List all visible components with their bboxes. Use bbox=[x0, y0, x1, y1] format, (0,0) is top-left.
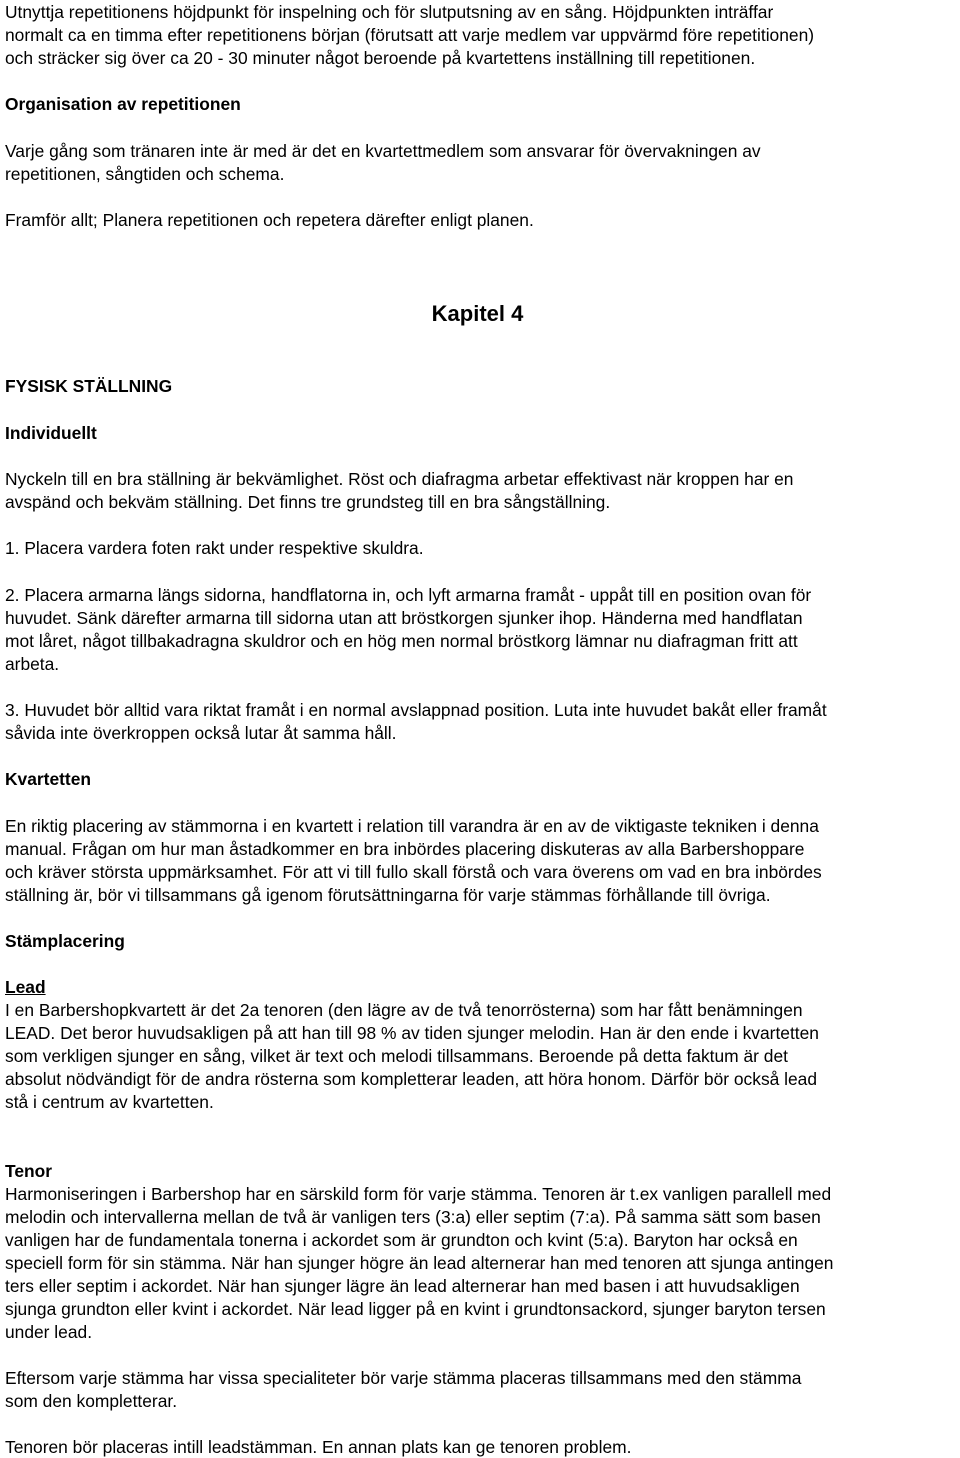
tenor-para2-line-1: Eftersom varje stämma har vissa specialiteter bör varje stämma placeras tillsammans med den stämma bbox=[5, 1368, 802, 1388]
fysisk-intro-line-2: avspänd och bekväm ställning. Det finns tre grundsteg till en bra sångställning. bbox=[5, 492, 611, 512]
lead-line-2: LEAD. Det beror huvudsakligen på att han till 98 % av tiden sjunger melodin. Han är den ende i kvartetten bbox=[5, 1023, 819, 1043]
lead-line-1: I en Barbershopkvartett är det 2a tenoren (den lägre av de två tenorrösterna) som har fått benämningen bbox=[5, 1000, 803, 1020]
tenor-para3: Tenoren bör placeras intill leadstämman. En annan plats kan ge tenoren problem. bbox=[5, 1437, 632, 1457]
kvartetten-heading: Kvartetten bbox=[5, 769, 92, 789]
intro-line-3: och sträcker sig över ca 20 - 30 minuter något beroende på kvartettens inställning till repetitionen. bbox=[5, 48, 756, 68]
tenor-line-5: ters eller septim i ackordet. När han sjunger lägre än lead alternerar han med basen i att huvudsakligen bbox=[5, 1276, 800, 1296]
step-3-line-2: såvida inte överkroppen också lutar åt samma håll. bbox=[5, 723, 397, 743]
chapter-title: Kapitel 4 bbox=[431, 301, 524, 326]
individuellt-heading: Individuellt bbox=[5, 423, 97, 443]
organisation-para2: Framför allt; Planera repetitionen och repetera därefter enligt planen. bbox=[5, 210, 534, 230]
step-2-line-3: mot låret, något tillbakadragna skuldror och en hög men normal bröstkorg lämnar nu diafragman fritt att bbox=[5, 631, 798, 651]
tenor-para2-line-2: som den kompletterar. bbox=[5, 1391, 178, 1411]
step-2-line-1: 2. Placera armarna längs sidorna, handflatorna in, och lyft armarna framåt - uppåt till en position ovan för bbox=[5, 585, 812, 605]
organisation-para1-line-2: repetitionen, sångtiden och schema. bbox=[5, 164, 285, 184]
intro-line-1: Utnyttja repetitionens höjdpunkt för inspelning och för slutputsning av en sång. Höjdpunkten inträffar bbox=[5, 2, 774, 22]
tenor-heading: Tenor bbox=[5, 1161, 53, 1181]
kvartetten-line-4: ställning är, bör vi tillsammans gå igenom förutsättningarna för varje stämmas förhållande till övriga. bbox=[5, 885, 771, 905]
fysisk-intro-line-1: Nyckeln till en bra ställning är bekvämlighet. Röst och diafragma arbetar effektivast när kroppen har en bbox=[5, 469, 794, 489]
stamplacering-heading: Stämplacering bbox=[5, 931, 125, 951]
tenor-line-1: Harmoniseringen i Barbershop har en särskild form för varje stämma. Tenoren är t.ex vanligen parallell med bbox=[5, 1184, 832, 1204]
intro-line-2: normalt ca en timma efter repetitionens början (förutsatt att varje medlem var uppvärmd före repetitionen) bbox=[5, 25, 815, 45]
fysisk-heading: FYSISK STÄLLNING bbox=[5, 376, 173, 396]
kvartetten-line-1: En riktig placering av stämmorna i en kvartett i relation till varandra är en av de viktigaste tekniken i denna bbox=[5, 816, 819, 836]
tenor-line-2: melodin och intervallerna mellan de två är vanligen ters (3:a) eller septim (7:a). På samma sätt som basen bbox=[5, 1207, 821, 1227]
tenor-line-3: vanligen har de fundamentala tonerna i ackordet som är grundton och kvint (5:a). Baryton har också en bbox=[5, 1230, 798, 1250]
tenor-line-6: sjunga grundton eller kvint i ackordet. När lead ligger på en kvint i grundtonsackord, sjunger baryton tersen bbox=[5, 1299, 826, 1319]
step-1: 1. Placera vardera foten rakt under respektive skuldra. bbox=[5, 538, 424, 558]
lead-line-4: absolut nödvändigt för de andra rösterna som kompletterar leaden, att höra honom. Därför bör också lead bbox=[5, 1069, 818, 1089]
step-2-line-4: arbeta. bbox=[5, 654, 60, 674]
kvartetten-line-3: och kräver största uppmärksamhet. För att vi till fullo skall förstå och vara överens om vad en bra inbördes bbox=[5, 862, 822, 882]
step-2-line-2: huvudet. Sänk därefter armarna till sidorna utan att bröstkorgen sjunker ihop. Händerna med handflatan bbox=[5, 608, 803, 628]
lead-heading: Lead bbox=[5, 977, 46, 997]
organisation-heading: Organisation av repetitionen bbox=[5, 94, 241, 114]
kvartetten-line-2: manual. Frågan om hur man åstadkommer en bra inbördes placering diskuteras av alla Barbershoppare bbox=[5, 839, 805, 859]
step-3-line-1: 3. Huvudet bör alltid vara riktat framåt i en normal avslappnad position. Luta inte huvudet bakåt eller framåt bbox=[5, 700, 827, 720]
lead-line-3: som verkligen sjunger en sång, vilket är text och melodi tillsammans. Beroende på detta faktum är det bbox=[5, 1046, 788, 1066]
lead-line-5: stå i centrum av kvartetten. bbox=[5, 1092, 214, 1112]
tenor-line-7: under lead. bbox=[5, 1322, 93, 1342]
tenor-line-4: speciell form för sin stämma. När han sjunger högre än lead alternerar han med tenoren att sjunga antingen bbox=[5, 1253, 834, 1273]
organisation-para1-line-1: Varje gång som tränaren inte är med är det en kvartettmedlem som ansvarar för övervakningen av bbox=[5, 141, 761, 161]
